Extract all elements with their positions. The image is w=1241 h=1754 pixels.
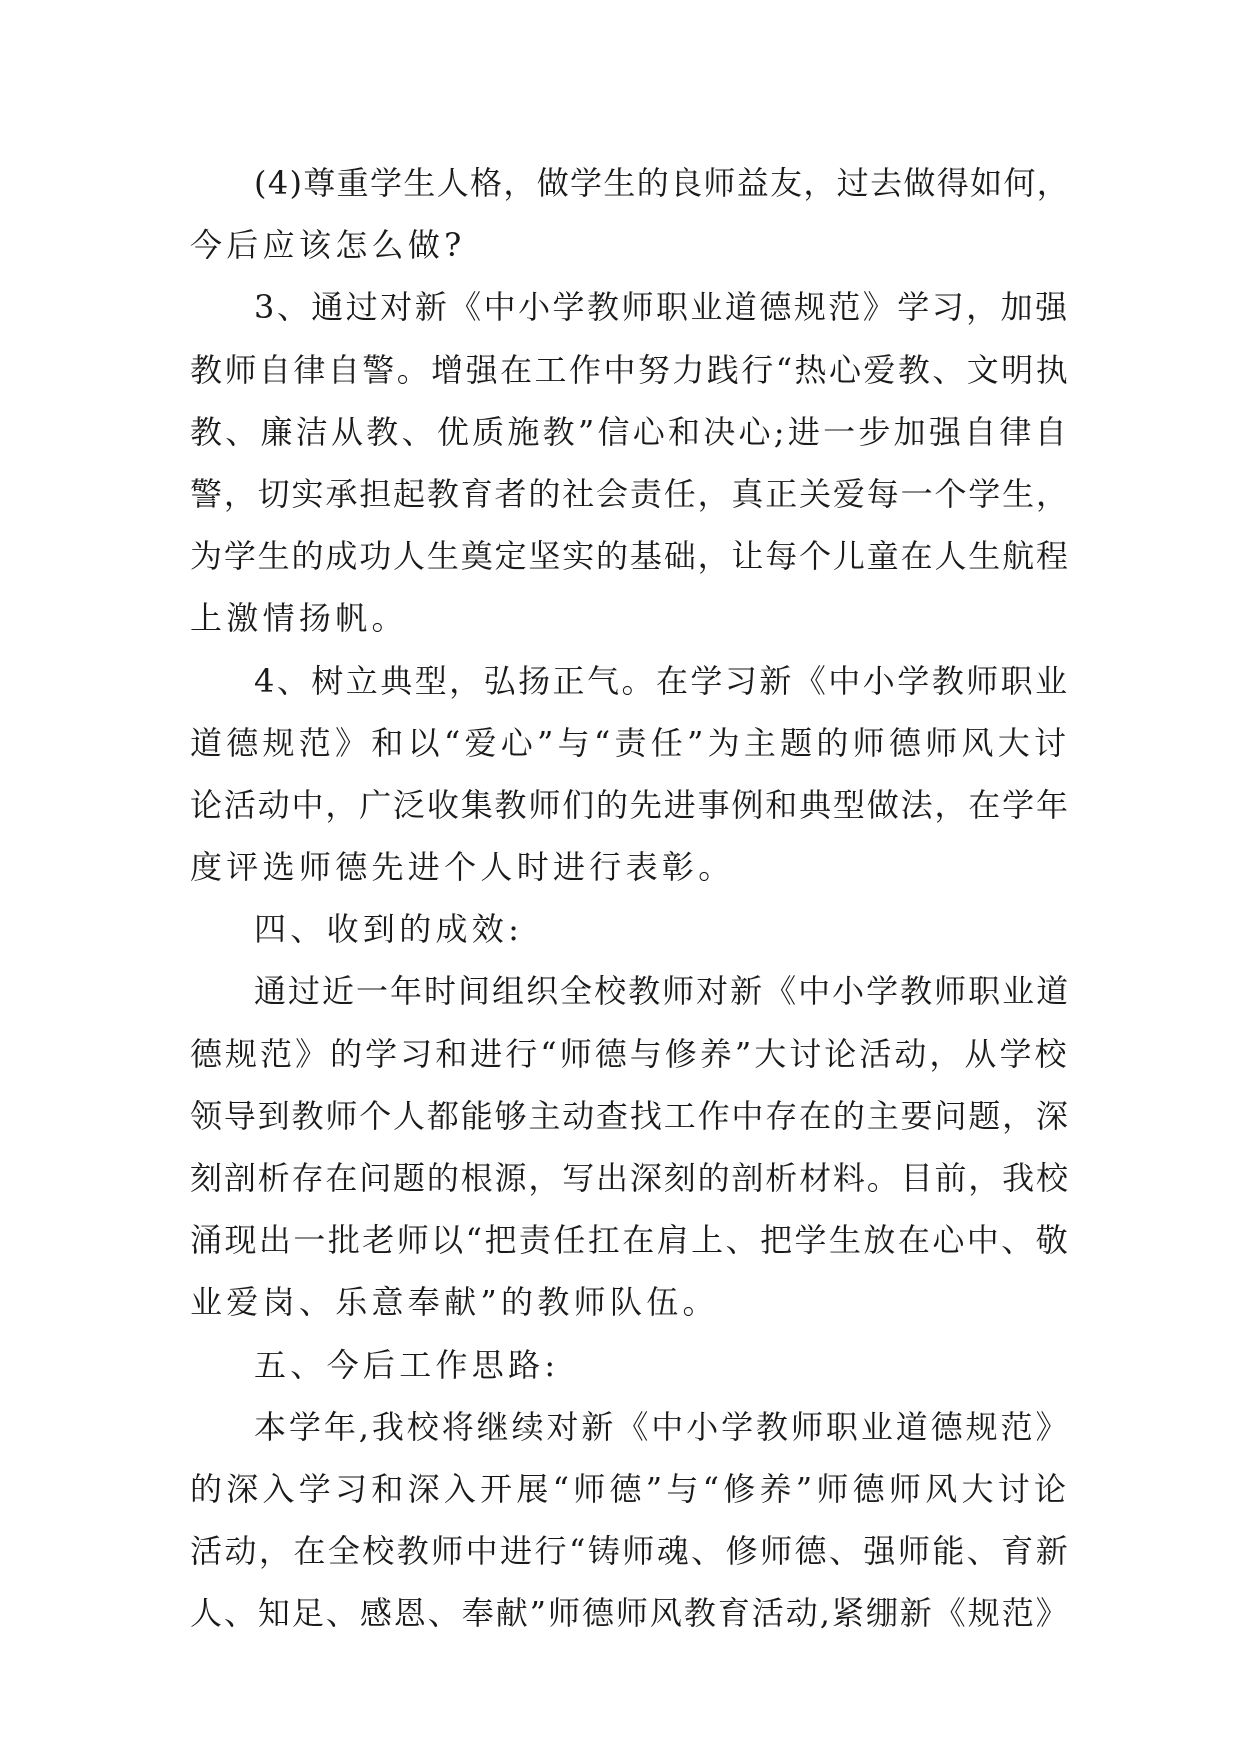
text-line: 涌现出一批老师以“把责任扛在肩上、把学生放在心中、敬 — [190, 1221, 1071, 1260]
text-line: 教师自律自警。增强在工作中努力践行“热心爱教、文明执 — [190, 350, 1071, 389]
text-line: 为学生的成功人生奠定坚实的基础，让每个儿童在人生航程 — [190, 537, 1070, 576]
text-line: 4、树立典型，弘扬正气。在学习新《中小学教师职业 — [254, 661, 1070, 700]
text-line: 刻剖析存在问题的根源，写出深刻的剖析材料。目前，我校 — [190, 1159, 1070, 1197]
text-line: 上激情扬帆。 — [190, 599, 408, 638]
text-line: 的深入学习和深入开展“师德”与“修养”师德师风大讨论 — [190, 1469, 1071, 1508]
text-line: 五、今后工作思路: — [254, 1345, 560, 1384]
text-line: 德规范》的学习和进行“师德与修养”大讨论活动，从学校 — [190, 1034, 1070, 1073]
text-line: 本学年,我校将继续对新《中小学教师职业道德规范》 — [254, 1407, 1071, 1446]
text-line: 论活动中，广泛收集教师们的先进事例和典型做法，在学年 — [190, 785, 1070, 824]
text-line: 道德规范》和以“爱心”与“责任”为主题的师德师风大讨 — [190, 723, 1071, 762]
text-line: 警，切实承担起教育者的社会责任，真正关爱每一个学生， — [190, 474, 1070, 513]
text-line: 人、知足、感恩、奉献”师德师风教育活动,紧绷新《规范》 — [190, 1594, 1070, 1633]
text-line: 今后应该怎么做? — [190, 226, 466, 265]
text-line: 领导到教师个人都能够主动查找工作中存在的主要问题，深 — [190, 1096, 1070, 1135]
text-line: 业爱岗、乐意奉献”的教师队伍。 — [190, 1283, 719, 1322]
text-line: 活动，在全校教师中进行“铸师魂、修师德、强师能、育新 — [190, 1532, 1071, 1571]
text-line: 通过近一年时间组织全校教师对新《中小学教师职业道 — [254, 972, 1071, 1011]
text-line: 度评选师德先进个人时进行表彰。 — [190, 848, 735, 887]
text-line: (4)尊重学生人格，做学生的良师益友，过去做得如何， — [254, 164, 1071, 202]
text-line: 教、廉洁从教、优质施教”信心和决心;进一步加强自律自 — [190, 412, 1070, 451]
text-line: 四、收到的成效: — [254, 910, 524, 949]
text-line: 3、通过对新《中小学教师职业道德规范》学习，加强 — [254, 288, 1070, 327]
document-body — [190, 152, 1070, 1645]
